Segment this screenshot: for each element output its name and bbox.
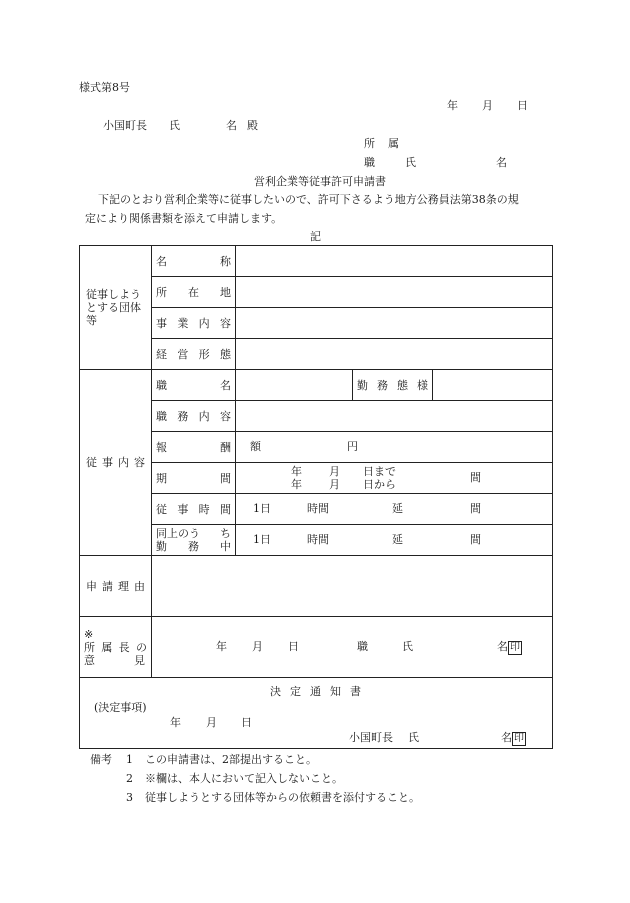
org-name-field[interactable] (236, 246, 553, 277)
org-management-field[interactable] (236, 339, 553, 370)
hours-label: 従 事 時 間 (152, 494, 236, 525)
pay-field[interactable] (236, 432, 553, 463)
decision-year: 年 (170, 716, 181, 729)
note-item: 2 ※欄は、本人において記入しないこと。 (126, 772, 343, 785)
period-until-day: 日まで (363, 465, 396, 478)
addressee (103, 119, 258, 133)
position-label: 職 名 (152, 370, 236, 401)
asterisk-mark: ※ (84, 627, 94, 641)
applicant-name-line (364, 156, 507, 170)
org-section-label: 従事しよう とする団体 等 (80, 246, 152, 370)
applicant-mei: 名 (496, 156, 507, 169)
note-item: 3 従事しようとする団体等からの依頼書を添付すること。 (126, 791, 420, 804)
supervisor-mei: 名 印 (497, 640, 520, 653)
date-year: 年 (447, 99, 458, 112)
form-number: 様式第8号 (79, 81, 130, 94)
period-from-day: 日から (363, 478, 396, 491)
addressee-shi: 氏 (169, 119, 180, 132)
hours-total: 延 (392, 502, 403, 515)
addressee-title: 小国町長 (103, 119, 147, 132)
period-from-year: 年 (291, 478, 302, 491)
body-line-1: 下記のとおり営利企業等に従事したいので、許可下さるよう地方公務員法第38条の規 (98, 193, 519, 206)
document-title: 営利企業等従事許可申請書 (254, 175, 386, 188)
work-style-label: 勤 務 態 様 (353, 370, 433, 401)
work-style-field[interactable] (433, 370, 553, 401)
applicant-shi: 氏 (405, 156, 416, 169)
org-name-label: 名 称 (152, 246, 236, 277)
hours-day: 1日 (253, 502, 271, 515)
addressee-suffix: 殿 (247, 119, 258, 132)
hours-time: 時間 (307, 502, 329, 515)
duty-section-label: 従 事 内 容 (80, 370, 152, 556)
org-address-label: 所 在 地 (152, 277, 236, 308)
decision-day: 日 (241, 716, 252, 729)
supervisor-field[interactable] (152, 617, 553, 678)
date-month: 月 (482, 99, 493, 112)
addressee-mei: 名 (226, 119, 237, 132)
date-day: 日 (517, 99, 528, 112)
decision-mayor: 小国町長 (349, 731, 393, 744)
hours-field[interactable] (236, 494, 553, 525)
period-label: 期 間 (152, 463, 236, 494)
reason-field[interactable] (152, 556, 553, 617)
working-kan: 間 (470, 533, 481, 546)
notes-label: 備考 (90, 753, 112, 766)
working-time: 時間 (307, 533, 329, 546)
pay-yen: 円 (347, 440, 358, 453)
decision-notice[interactable] (80, 678, 553, 749)
decision-title: 決定通知書 (270, 685, 370, 698)
supervisor-day: 日 (288, 640, 299, 653)
supervisor-position: 職 (357, 640, 368, 653)
duties-label: 職 務 内 容 (152, 401, 236, 432)
period-until-year: 年 (291, 465, 302, 478)
applicant-affiliation: 所 属 (364, 137, 399, 150)
decision-shi: 氏 (408, 731, 419, 744)
working-day: 1日 (253, 533, 271, 546)
pay-gaku: 額 (250, 440, 261, 453)
applicant-position: 職 (364, 156, 375, 169)
seal-mark: 印 (510, 642, 520, 653)
note-item: 1 この申請書は、2部提出すること。 (126, 753, 317, 766)
working-hours-field[interactable] (236, 525, 553, 556)
period-field[interactable] (236, 463, 553, 494)
org-business-label: 事 業 内 容 (152, 308, 236, 339)
hours-kan: 間 (470, 502, 481, 515)
supervisor-shi: 氏 (402, 640, 413, 653)
supervisor-label: ※ 所 属 長 の 意 見 (80, 617, 152, 678)
seal-mark: 印 (514, 733, 524, 744)
org-address-field[interactable] (236, 277, 553, 308)
working-hours-label: 同上のう ち 勤 務 中 (152, 525, 236, 556)
pay-label: 報 酬 (152, 432, 236, 463)
period-until-month: 月 (329, 465, 340, 478)
supervisor-month: 月 (252, 640, 263, 653)
org-management-label: 経 営 形 態 (152, 339, 236, 370)
position-field[interactable] (236, 370, 353, 401)
org-business-field[interactable] (236, 308, 553, 339)
date-line (447, 99, 528, 113)
working-total: 延 (392, 533, 403, 546)
decision-matters: (決定事項) (94, 701, 147, 714)
application-table (79, 245, 553, 749)
body-line-2: 定により関係書類を添えて申請します。 (85, 212, 283, 225)
period-from-month: 月 (329, 478, 340, 491)
ki-heading: 記 (310, 230, 321, 243)
supervisor-year: 年 (216, 640, 227, 653)
decision-month: 月 (206, 716, 217, 729)
decision-mei: 名 印 (501, 731, 524, 744)
period-kan: 間 (470, 471, 481, 484)
reason-label: 申 請 理 由 (80, 556, 152, 617)
duties-field[interactable] (236, 401, 553, 432)
